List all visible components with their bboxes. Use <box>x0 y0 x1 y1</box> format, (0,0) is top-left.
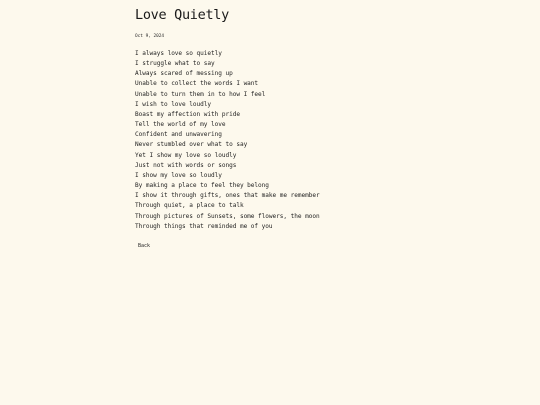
poem-line: Unable to turn them in to how I feel <box>135 90 266 98</box>
poem-line: By making a place to feel they belong <box>135 182 269 190</box>
post-container <box>135 6 435 251</box>
poem-line: Just not with words or songs <box>135 161 237 169</box>
poem-line: Unable to collect the words I want <box>135 80 259 88</box>
poem-body <box>135 49 435 232</box>
poem-line: Through pictures of Sunsets, some flowers, the moon <box>135 212 320 220</box>
poem-line: I always love so quietly <box>135 50 222 57</box>
post-title: Love Quietly <box>135 7 229 23</box>
poem-line: Through things that reminded me of you <box>135 222 273 230</box>
poem-line: I wish to love loudly <box>135 100 211 108</box>
poem-line: Tell the world of my love <box>135 121 226 129</box>
poem-line: Yet I show my love so loudly <box>135 151 237 159</box>
poem-line: Never stumbled over what to say <box>135 141 248 149</box>
back-link[interactable]: Back <box>138 242 151 249</box>
poem-line: I show my love so loudly <box>135 171 222 179</box>
post-date: Oct 9, 2024 <box>135 34 165 39</box>
poem-line: I struggle what to say <box>135 60 215 68</box>
poem-line: Boast my affection with pride <box>135 110 240 118</box>
poem-line: Through quiet, a place to talk <box>135 202 244 210</box>
poem-line: Confident and unwavering <box>135 131 222 139</box>
poem-line: I show it through gifts, ones that make me remember <box>135 192 320 200</box>
poem-line: Always scared of messing up <box>135 70 233 78</box>
